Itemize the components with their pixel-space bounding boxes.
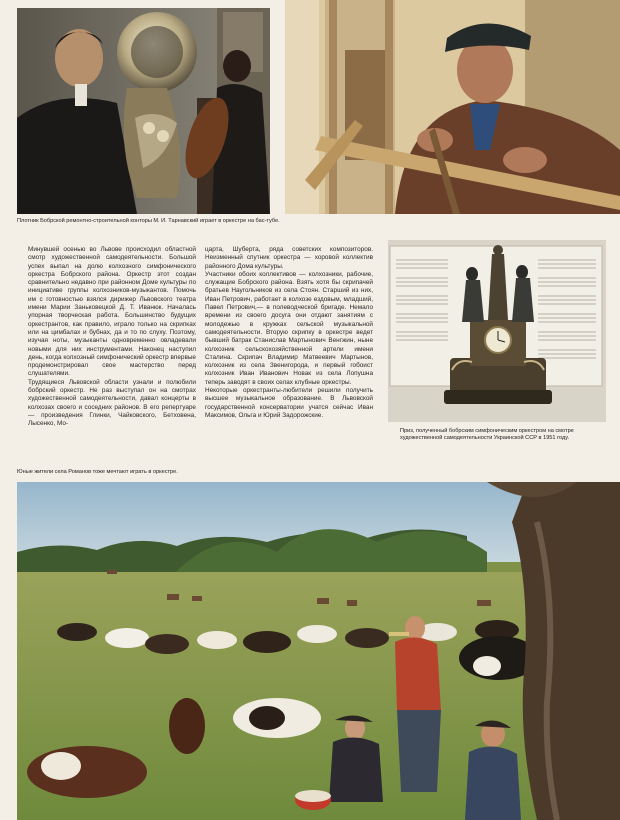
tuba-player-photo [17,8,270,214]
bottom-photo-caption: Юные жители села Романов тоже мечтают играть в оркестре. [17,469,178,475]
article-column-2: царта, Шуберта, ряда советских композиторов. Неизменный спутник оркестра — хоровой коллектив районного Дома культуры. Участники обоих коллективов — колхозники, рабочие, служащие Бобрского района. Взять хотя бы скрипачей братьев Наугольников из села Стоян. Старший из них, Иван Петрович, работает в колхозе ездовым, младший, Павел Петрович,— в полеводческой бригаде. Немало времени из своего досуга они отдают занятиям с молодежью в кружках сельской музыкальной самодеятельности. Вторую скрипку в оркестре ведет бывший батрак Станислав Мартынович Венгжин, ныне колхозник сельскохозяйственной артели имени Сталина. Скрипач Владимир Матвеевич Мартынов, колхозник из села Звенигорода, и первый гобоист колхозник Иван Иванович Новак из села Лопушна теперь заводят в своих селах клубные оркестры. Некоторые оркестранты-любители решили получить высшее музыкальное образование. В Львовской государственной консерватории учатся сейчас Иван Максимов, Ольга и Юрий Задорожские. [205,246,373,419]
top-photo-caption: Плотник Бобрской ремонтно-строительной конторы М. И. Тарнавский играет в оркестре на бас-тубе. [17,218,280,224]
prize-caption: Приз, полученный бобрским симфоническим оркестром на смотре художественной самодеятельности Украинской ССР в 1951 году. [400,428,574,441]
trophy-clock-icon [388,240,606,422]
article-column-1: Минувшей осенью во Львове происходил областной смотр художественной самодеятельности. Большой успех выпал на долю колхозного симфонического оркестра Бобрского района. Оркестр этот создан сравнительно недавно при районном Доме культуры по инициативе группы колхозников-музыкантов. Помочь им с готовностью взялся дирижер Львовского театра имени Марии Заньковецкой Д. Т. Иванюк. Началась упорная творческая работа. Большинство будущих оркестрантов, как правило, играло только на скрипках или на цимбалах и бубнах, да и то по слуху. Поэтому, изучая ноты, музыканты одновременно овладевали новыми для них инструментами. Наконец наступил день, когда колхозный симфонический оркестр впервые продемонстрировал свое мастерство перед слушателями. Трудящиеся Львовской области узнали и полюбили бобрский оркестр. Не раз выступал он на смотрах художественной самодеятельности, давал концерты в колхозах своего и соседних районов. В его репертуаре — произведения Глинки, Чайковского, Бетховена, Лысенко, Мо- [28,246,196,428]
village-children-photo [17,482,620,820]
prize-photo [388,240,606,422]
carpenter-photo [285,0,620,214]
